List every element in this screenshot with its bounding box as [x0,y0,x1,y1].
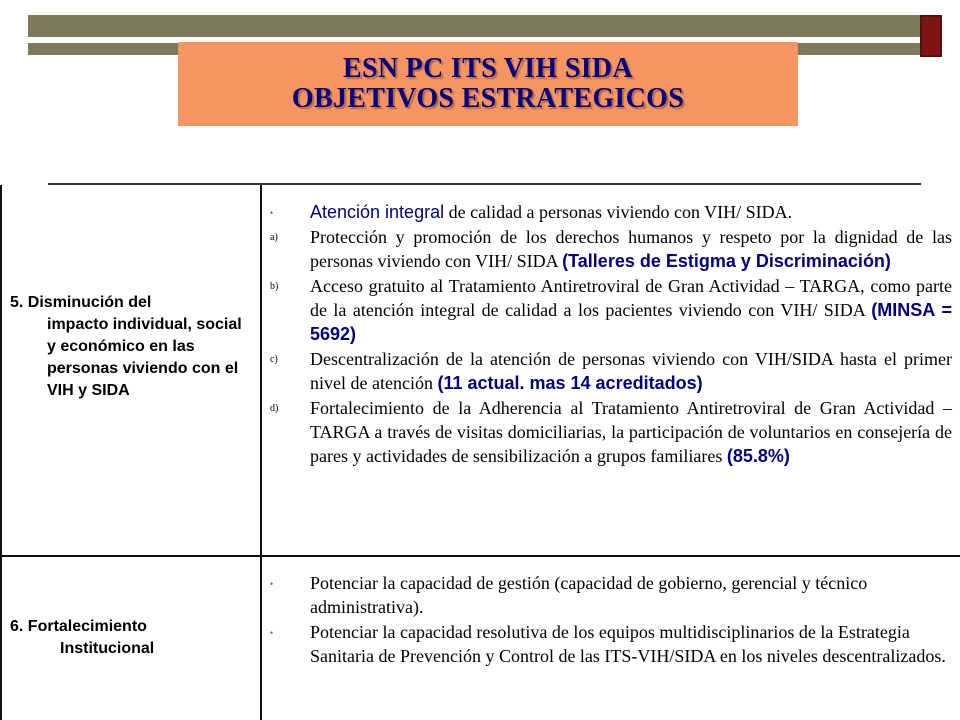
list-item [270,571,952,619]
objective-5-number: 5. [10,294,24,311]
objective-6-actions [270,571,952,669]
item-highlight: (Talleres de Estigma y Discriminación) [562,251,891,271]
table-left-border [0,185,2,720]
title-line-2: OBJETIVOS ESTRATEGICOS [291,83,685,114]
objective-5-rest: impacto individual, social y económico en las personas viviendo con el VIH y SIDA [47,316,242,399]
list-item [270,274,952,346]
item-text: Potenciar la capacidad de gestión (capacidad de gobierno, gerencial y técnico administrativa). [310,573,868,617]
list-item [270,396,952,468]
objective-5-label [10,292,255,402]
item-lead: Atención integral [310,202,445,222]
title-banner [178,42,798,126]
objective-6-first: Fortalecimiento [27,618,147,635]
item-marker: b) [270,281,279,292]
list-item [270,347,952,395]
list-item [270,225,952,273]
objective-5-first: Disminución del [27,294,152,311]
item-text: Protección y promoción de los derechos humanos y respeto por la dignidad de las personas viviendo con VIH/ SIDA [310,227,952,271]
table-top-rule [48,183,921,185]
item-highlight: (85.8%) [726,446,790,466]
list-item [270,620,952,668]
item-text: Fortalecimiento de la Adherencia al Tratamiento Antiretroviral de Gran Actividad – TARGA a través de visitas domiciliarias, la participación de voluntarios en consejería de pares y actividades de sensibilización a grupos familiares [310,398,952,466]
objective-6-number: 6. [10,618,24,635]
objective-5-actions [270,200,952,469]
item-text: Acceso gratuito al Tratamiento Antiretroviral de Gran Actividad – TARGA, como parte de la atención integral de calidad a los pacientes viviendo con VIH/ SIDA [310,276,952,320]
list-item [270,200,952,224]
table-row-divider [0,555,960,557]
bullet-icon: • [270,579,274,589]
objective-6-label [10,616,255,660]
table-column-divider [260,185,262,720]
item-text: Potenciar la capacidad resolutiva de los equipos multidisciplinarios de la Estrategia Sanitaria de Prevención y Control de las ITS-VIH/SIDA en los niveles descentralizados. [310,622,946,666]
bullet-icon: • [270,208,274,218]
item-highlight: (11 actual. mas 14 acreditados) [437,373,703,393]
item-marker: a) [270,232,278,243]
item-text: Descentralización de la atención de personas viviendo con VIH/SIDA hasta el primer nivel de atención [310,349,952,393]
bullet-icon: • [270,628,274,638]
accent-square [920,15,942,57]
item-marker: c) [270,354,278,365]
item-marker: d) [270,403,279,414]
item-highlight: (MINSA = 5692) [310,300,952,344]
objective-6-rest: Institucional [60,640,155,657]
title-line-1: ESN PC ITS VIH SIDA [343,53,633,84]
item-text: de calidad a personas viviendo con VIH/ SIDA. [444,202,793,222]
